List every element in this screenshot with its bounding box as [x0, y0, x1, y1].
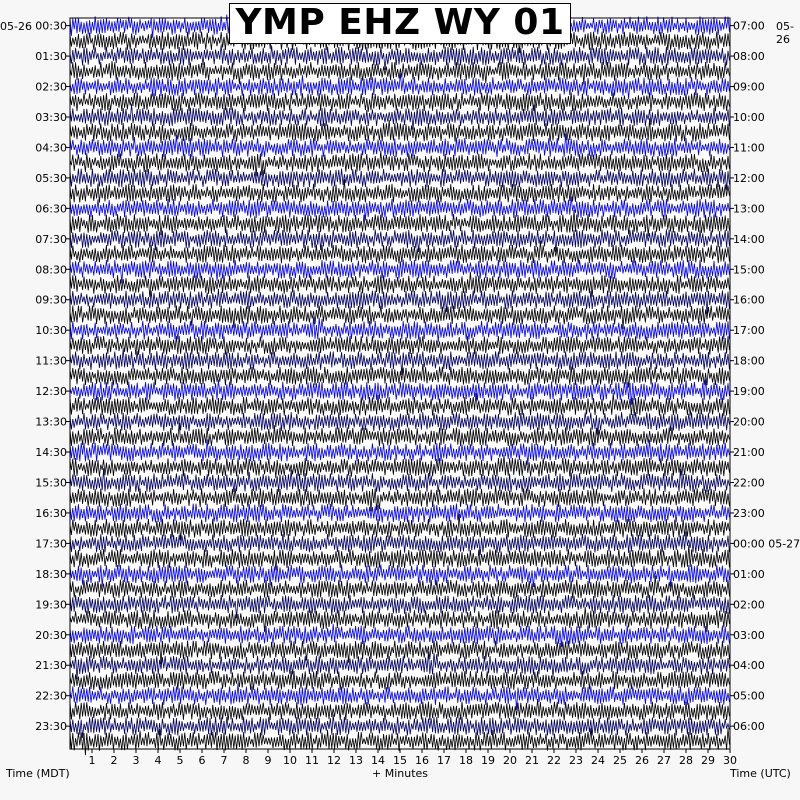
x-axis-label: + Minutes — [372, 767, 429, 780]
x-tick-label: 17 — [437, 754, 451, 767]
right-time-label: 13:00 — [733, 202, 765, 216]
x-tick-label: 6 — [198, 754, 206, 767]
x-tick-label: 7 — [220, 754, 228, 767]
x-tick-label: 10 — [283, 754, 297, 767]
x-tick-label: 14 — [371, 754, 385, 767]
right-time-label: 00:00 05-27 — [733, 537, 800, 551]
x-tick-label: 22 — [547, 754, 561, 767]
right-time-label: 14:00 — [733, 232, 765, 246]
left-time-label: 19:30 — [35, 598, 67, 612]
right-time-label: 07:00 — [733, 19, 765, 33]
x-tick-label: 11 — [305, 754, 319, 767]
right-time-label: 03:00 — [733, 628, 765, 642]
x-tick-label: 26 — [635, 754, 649, 767]
x-tick-label: 25 — [613, 754, 627, 767]
left-time-label: 01:30 — [35, 50, 67, 64]
x-tick-label: 21 — [525, 754, 539, 767]
right-time-label: 22:00 — [733, 476, 765, 490]
x-tick-label: 4 — [154, 754, 162, 767]
right-time-label: 21:00 — [733, 446, 765, 460]
left-time-label: 10:30 — [35, 324, 67, 338]
right-axis-label: Time (UTC) — [730, 767, 791, 780]
x-tick-label: 1 — [88, 754, 96, 767]
left-time-label: 14:30 — [35, 446, 67, 460]
x-tick-label: 5 — [176, 754, 184, 767]
x-tick-label: 29 — [701, 754, 715, 767]
left-time-label: 18:30 — [35, 567, 67, 581]
right-time-label: 20:00 — [733, 415, 765, 429]
x-tick-label: 18 — [459, 754, 473, 767]
left-time-label: 23:30 — [35, 720, 67, 734]
left-time-label: 15:30 — [35, 476, 67, 490]
left-time-label: 11:30 — [35, 354, 67, 368]
right-time-label: 02:00 — [733, 598, 765, 612]
right-time-label: 05:00 — [733, 689, 765, 703]
x-tick-label: 27 — [657, 754, 671, 767]
left-time-label: 13:30 — [35, 415, 67, 429]
left-time-label: 16:30 — [35, 506, 67, 520]
left-time-label: 09:30 — [35, 293, 67, 307]
x-tick-label: 13 — [349, 754, 363, 767]
right-time-label: 16:00 — [733, 293, 765, 307]
x-tick-label: 19 — [481, 754, 495, 767]
left-time-label: 07:30 — [35, 232, 67, 246]
left-time-label: 03:30 — [35, 110, 67, 124]
x-tick-label: 15 — [393, 754, 407, 767]
start-date-left: 05-26 — [0, 20, 32, 33]
right-time-label: 23:00 — [733, 506, 765, 520]
left-time-label: 02:30 — [35, 80, 67, 94]
right-time-label: 11:00 — [733, 141, 765, 155]
chart-title: YMP EHZ WY 01 — [229, 3, 571, 44]
x-tick-label: 9 — [264, 754, 272, 767]
right-time-label: 12:00 — [733, 171, 765, 185]
start-date-right: 05-26 — [776, 20, 794, 46]
left-time-label: 06:30 — [35, 202, 67, 216]
right-time-label: 08:00 — [733, 50, 765, 64]
right-time-label: 09:00 — [733, 80, 765, 94]
left-time-label: 20:30 — [35, 628, 67, 642]
left-time-label: 12:30 — [35, 385, 67, 399]
left-time-label: 21:30 — [35, 659, 67, 673]
x-tick-label: 3 — [132, 754, 140, 767]
x-tick-label: 8 — [242, 754, 250, 767]
right-time-label: 01:00 — [733, 567, 765, 581]
x-tick-label: 16 — [415, 754, 429, 767]
right-time-label: 04:00 — [733, 659, 765, 673]
left-time-label: 00:30 — [35, 19, 67, 33]
right-time-label: 10:00 — [733, 110, 765, 124]
x-tick-label: 28 — [679, 754, 693, 767]
right-time-label: 15:00 — [733, 263, 765, 277]
left-time-label: 17:30 — [35, 537, 67, 551]
left-time-label: 04:30 — [35, 141, 67, 155]
x-tick-label: 2 — [110, 754, 118, 767]
x-tick-label: 23 — [569, 754, 583, 767]
right-time-label: 19:00 — [733, 385, 765, 399]
right-time-label: 17:00 — [733, 324, 765, 338]
left-time-label: 22:30 — [35, 689, 67, 703]
x-tick-label: 20 — [503, 754, 517, 767]
left-axis-label: Time (MDT) — [6, 767, 70, 780]
left-time-label: 05:30 — [35, 171, 67, 185]
x-tick-label: 30 — [723, 754, 737, 767]
right-time-label: 18:00 — [733, 354, 765, 368]
x-tick-label: 12 — [327, 754, 341, 767]
left-time-label: 08:30 — [35, 263, 67, 277]
x-tick-label: 24 — [591, 754, 605, 767]
right-time-label: 06:00 — [733, 720, 765, 734]
